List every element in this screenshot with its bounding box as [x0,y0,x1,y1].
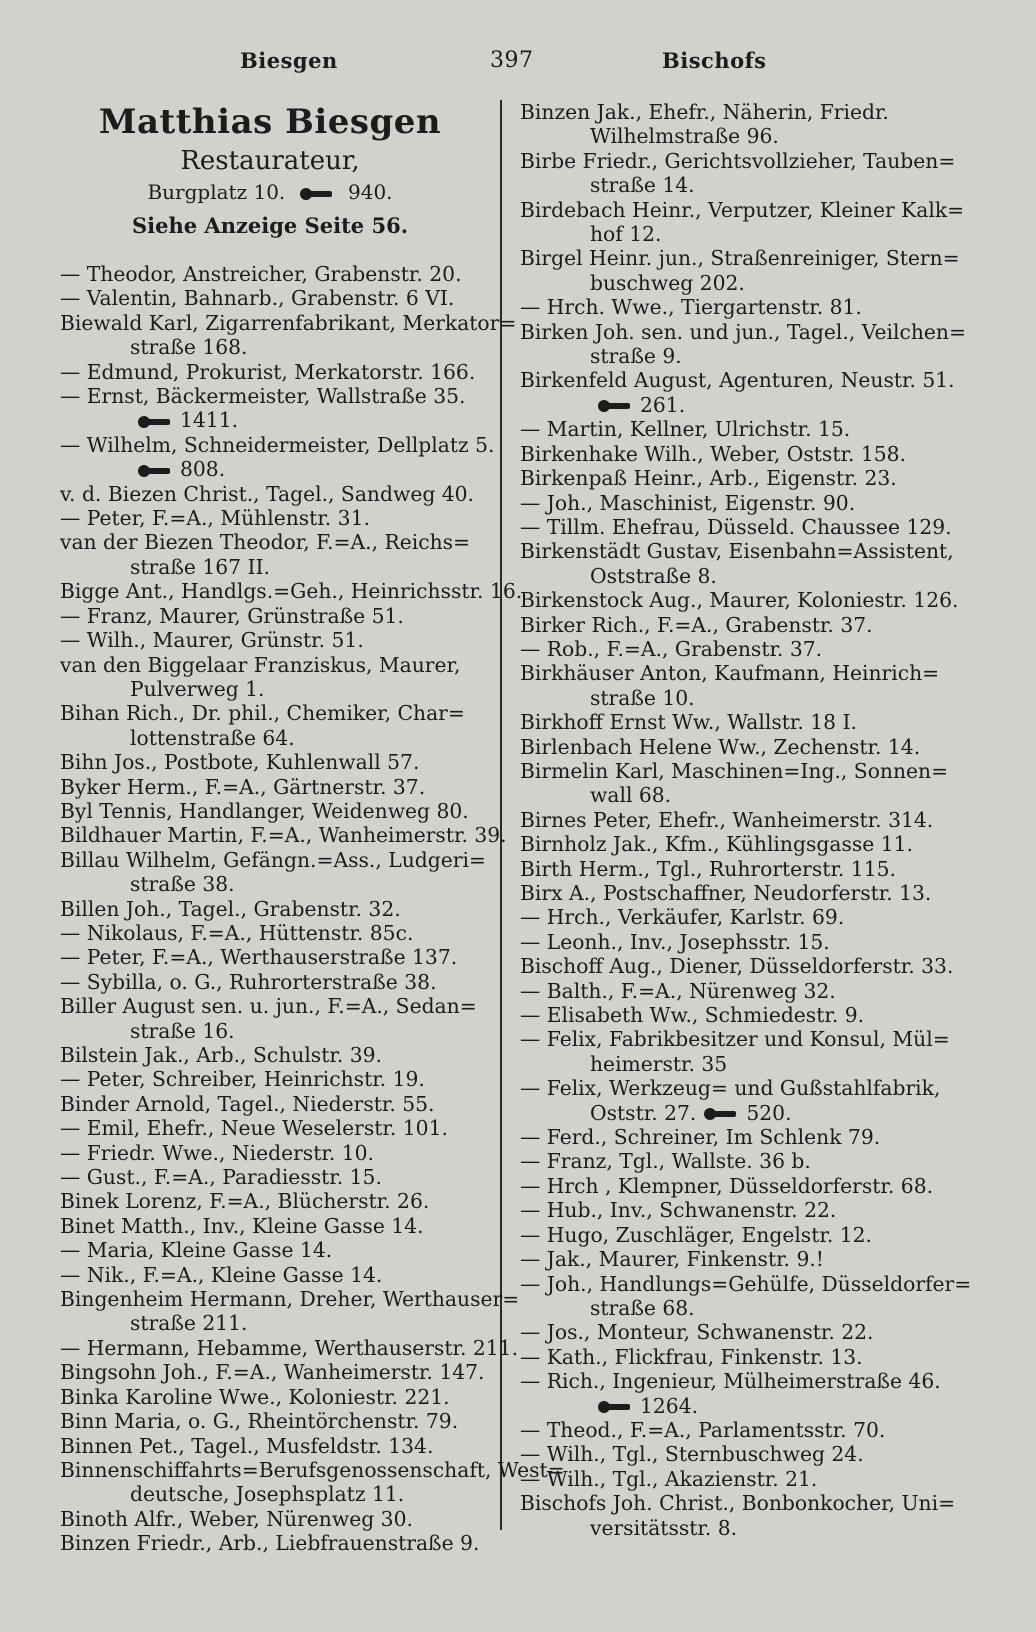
entry-text: Bischofs Joh. Christ., Bonbonkocher, Uni= [520,1491,956,1516]
directory-entry [520,1223,945,1247]
directory-entry [60,775,480,799]
entry-text: — Theodor, Anstreicher, Grabenstr. 20. [60,262,462,286]
entry-text: — Joh., Maschinist, Eigenstr. 90. [520,490,856,515]
entry-text: — Jak., Maurer, Finkenstr. 9.! [520,1247,824,1272]
directory-entry [60,921,480,945]
directory-entry [520,1491,956,1540]
entry-text: Birx A., Postschaffner, Neudorferstr. 13. [520,881,932,905]
entry-text: Birth Herm., Tgl., Ruhrorterstr. 115. [520,856,896,881]
entry-phone-number: 1411. [180,408,239,433]
directory-entry [520,881,945,905]
directory-entry [520,735,945,759]
directory-entry [60,604,480,628]
directory-entry [520,661,945,710]
directory-entry [60,1141,480,1165]
directory-entry [520,1442,945,1466]
directory-entry [520,442,945,466]
entry-text: Binoth Alfr., Weber, Nürenweg 30. [60,1506,413,1531]
entry-text: — Tillm. Ehefrau, Düsseld. Chaussee 129. [520,514,952,539]
entry-text: Birnholz Jak., Kfm., Kühlingsgasse 11. [520,832,913,857]
entry-phone-number: 808. [180,457,226,482]
directory-entry [520,1149,945,1173]
entry-phone-number: 520. [746,1100,792,1125]
page-header [0,48,1036,88]
entry-phone-line [590,393,945,417]
entry-text: — Hrch. Wwe., Tiergartenstr. 81. [520,295,862,320]
entry-continuation: straße 9. [590,344,682,369]
entry-text: — Peter, F.=A., Werthauserstraße 137. [60,945,458,970]
directory-entry [60,360,480,384]
entry-continuation: straße 14. [590,173,695,198]
ad-address-line [60,178,480,206]
directory-entry [520,1418,945,1442]
entry-text: — Rob., F.=A., Grabenstr. 37. [520,636,823,661]
directory-entry [60,1165,480,1189]
entry-text: Binnenschiffahrts=Berufsgenossenschaft, West= [60,1457,565,1482]
entry-phone-number: 1264. [640,1393,699,1418]
right-entry-list [520,100,972,1540]
directory-entry [60,1116,480,1140]
entry-text: — Martin, Kellner, Ulrichstr. 15. [520,417,851,442]
entry-text: Birkenfeld August, Agenturen, Neustr. 51. [520,368,955,393]
directory-entry [520,979,945,1003]
entry-text: Binder Arnold, Tagel., Niederstr. 55. [60,1091,435,1116]
entry-text: — Wilh., Maurer, Grünstr. 51. [60,628,364,653]
entry-text: — Felix, Fabrikbesitzer und Konsul, Mül= [520,1027,950,1052]
directory-entry [60,262,480,286]
entry-text: Birkenstädt Gustav, Eisenbahn=Assistent, [520,539,954,564]
entry-text: Biewald Karl, Zigarrenfabrikant, Merkator= [60,310,517,335]
entry-text: Birdebach Heinr., Verputzer, Kleiner Kalk= [520,197,965,222]
directory-entry [520,1247,945,1271]
entry-text: Billen Joh., Tagel., Grabenstr. 32. [60,896,401,921]
right-column [520,100,972,1540]
entry-text: Birkenpaß Heinr., Arb., Eigenstr. 23. [520,466,897,491]
entry-text: Birlenbach Helene Ww., Zechenstr. 14. [520,734,921,759]
directory-entry [60,701,480,750]
entry-text: Bihan Rich., Dr. phil., Chemiker, Char= [60,701,465,726]
entry-text: — Nikolaus, F.=A., Hüttenstr. 85c. [60,920,414,945]
entry-text: — Hermann, Hebamme, Werthauserstr. 211. [60,1335,519,1360]
directory-entry [60,1189,480,1213]
directory-entry [520,832,945,856]
entry-continuation: Wilhelmstraße 96. [590,124,779,149]
directory-entry [520,319,966,369]
entry-text: Bilstein Jak., Arb., Schulstr. 39. [60,1043,382,1067]
advertisement-box [60,100,480,244]
entry-continuation: heimerstr. 35 [590,1051,728,1076]
entry-text: Bingenheim Hermann, Dreher, Werthauser= [60,1287,520,1312]
directory-entry [520,954,954,979]
directory-entry [520,710,945,734]
entry-text: Byl Tennis, Handlanger, Weidenweg 80. [60,798,469,823]
entry-phone-line [130,408,480,432]
entry-text: — Theod., F.=A., Parlamentsstr. 70. [520,1417,886,1442]
entry-text: Binet Matth., Inv., Kleine Gasse 14. [60,1213,424,1238]
ad-phone: 940. [348,180,393,204]
entry-text: — Rich., Ingenieur, Mülheimerstraße 46. [520,1369,941,1394]
entry-text: Bingsohn Joh., F.=A., Wanheimerstr. 147. [60,1360,485,1385]
directory-entry [60,1457,565,1507]
directory-entry [60,384,480,433]
directory-entry [520,491,945,515]
entry-text: Birker Rich., F.=A., Grabenstr. 37. [520,612,873,637]
directory-entry [60,628,480,652]
entry-text: — Wilh., Tgl., Sternbuschweg 24. [520,1442,864,1467]
telephone-icon [298,187,334,201]
directory-entry [520,1027,950,1076]
directory-entry [520,930,945,954]
directory-entry [60,653,480,702]
directory-entry [60,750,480,774]
ad-profession: Restaurateur, [180,146,360,176]
ad-reference: Siehe Anzeige Seite 56. [131,213,409,238]
entry-text: — Felix, Werkzeug= und Gußstahlfabrik, [520,1076,941,1101]
entry-text: Birgel Heinr. jun., Straßenreiniger, Stern= [520,246,960,271]
entry-continuation: deutsche, Josephsplatz 11. [130,1482,405,1507]
entry-continuation: straße 211. [130,1311,248,1336]
entry-text: Binn Maria, o. G., Rheintörchenstr. 79. [60,1409,459,1434]
directory-entry [520,1467,945,1491]
entry-text: Byker Herm., F.=A., Gärtnerstr. 37. [60,774,426,799]
entry-continuation: versitätsstr. 8. [590,1515,738,1540]
directory-entry [520,368,955,417]
entry-text: — Wilhelm, Schneidermeister, Dellplatz 5. [60,432,495,457]
directory-entry [60,579,523,604]
directory-entry [520,295,945,319]
directory-entry [60,1067,480,1091]
entry-text: Bildhauer Martin, F.=A., Wanheimerstr. 39. [60,823,507,848]
entry-text: — Balth., F.=A., Nürenweg 32. [520,978,836,1003]
directory-entry [60,1385,480,1409]
entry-text: — Friedr. Wwe., Niederstr. 10. [60,1140,374,1165]
directory-entry [520,466,945,490]
directory-entry [520,588,959,613]
entry-text: Bischoff Aug., Diener, Düsseldorferstr. 33. [520,954,954,979]
directory-entry [60,432,495,482]
entry-continuation: Oststraße 8. [590,563,717,588]
directory-entry [520,857,945,881]
ad-name: Matthias Biesgen [98,102,442,142]
telephone-icon [702,1107,738,1121]
entry-continuation: hof 12. [590,222,662,247]
directory-entry [520,905,945,929]
entry-text: Binek Lorenz, F.=A., Blücherstr. 26. [60,1189,430,1214]
entry-phone-line [130,457,480,481]
header-right-keyword: Bischofs [662,48,767,73]
entry-text: — Peter, Schreiber, Heinrichstr. 19. [60,1067,425,1092]
entry-text: — Emil, Ehefr., Neue Weselerstr. 101. [60,1116,448,1141]
entry-text: — Franz, Maurer, Grünstraße 51. [60,603,404,628]
directory-entry [520,1003,945,1027]
entry-text: — Wilh., Tgl., Akazienstr. 21. [520,1466,818,1491]
entry-text: — Hugo, Zuschläger, Engelstr. 12. [520,1222,872,1247]
entry-text: — Peter, F.=A., Mühlenstr. 31. [60,506,370,531]
entry-text: — Valentin, Bahnarb., Grabenstr. 6 VI. [60,286,455,311]
entry-text: — Hrch., Verkäufer, Karlstr. 69. [520,905,845,930]
entry-text: Birkenhake Wilh., Weber, Oststr. 158. [520,441,906,466]
entry-continuation: straße 68. [590,1295,695,1320]
directory-entry [520,1369,945,1418]
directory-entry [60,530,480,579]
entry-text: — Edmund, Prokurist, Merkatorstr. 166. [60,359,476,384]
directory-entry [60,799,480,823]
left-column [60,100,565,1556]
entry-text: — Franz, Tgl., Wallste. 36 b. [520,1149,811,1174]
directory-entry [520,1125,945,1149]
header-left-keyword: Biesgen [240,48,338,73]
directory-entry [520,1076,945,1125]
directory-entry [520,1174,945,1198]
entry-phone-number: 261. [640,392,686,417]
directory-entry [60,1360,485,1385]
entry-text: Binnen Pet., Tagel., Musfeldstr. 134. [60,1433,434,1458]
telephone-icon [596,399,632,413]
directory-entry [60,1434,480,1458]
entry-text: Birkenstock Aug., Maurer, Koloniestr. 126. [520,588,959,613]
telephone-icon [136,464,172,478]
entry-text: — Elisabeth Ww., Schmiedestr. 9. [520,1003,865,1028]
entry-continuation: straße 10. [590,685,695,710]
entry-text: Birkhoff Ernst Ww., Wallstr. 18 I. [520,710,857,735]
telephone-icon [596,1400,632,1414]
directory-entry [520,539,954,588]
directory-entry [520,417,945,441]
directory-entry [60,945,480,969]
entry-text: Biller August sen. u. jun., F.=A., Sedan= [60,994,477,1019]
directory-entry [520,246,960,295]
entry-continuation: lottenstraße 64. [130,725,295,750]
entry-text: — Hub., Inv., Schwanenstr. 22. [520,1198,837,1223]
directory-entry [60,1214,480,1238]
directory-entry [60,1335,519,1360]
directory-entry [60,994,480,1043]
entry-text: Birkhäuser Anton, Kaufmann, Heinrich= [520,661,940,686]
directory-entry [520,808,945,832]
directory-entry [60,1507,480,1531]
entry-text: — Nik., F.=A., Kleine Gasse 14. [60,1262,383,1287]
entry-continuation: straße 167 II. [130,554,270,579]
entry-text: Birken Joh. sen. und jun., Tagel., Veilchen= [520,319,966,344]
entry-text: — Hrch , Klempner, Düsseldorferstr. 68. [520,1173,934,1198]
entry-text: van den Biggelaar Franziskus, Maurer, [60,652,461,677]
directory-entry [60,1263,480,1287]
entry-continuation: straße 16. [130,1018,235,1043]
entry-text: Binzen Jak., Ehefr., Näherin, Friedr. [520,100,889,124]
directory-entry [520,758,949,808]
entry-text: — Gust., F.=A., Paradiesstr. 15. [60,1165,382,1190]
directory-entry [520,148,956,198]
entry-text: — Sybilla, o. G., Ruhrorterstraße 38. [60,969,437,994]
page-number: 397 [490,48,534,73]
entry-text: Birbe Friedr., Gerichtsvollzieher, Tauben= [520,148,956,173]
directory-entry [60,1287,520,1336]
directory-entry [520,100,945,149]
entry-text: — Jos., Monteur, Schwanenstr. 22. [520,1320,874,1345]
directory-entry [60,897,480,921]
directory-entry [520,637,945,661]
entry-continuation: Oststr. 27. 520. [590,1100,792,1125]
directory-entry [520,1271,972,1321]
directory-entry [60,310,517,360]
directory-entry [60,1092,480,1116]
directory-entry [520,613,945,637]
directory-entry [520,1198,945,1222]
entry-text: Billau Wilhelm, Gefängn.=Ass., Ludgeri= [60,847,486,872]
entry-text: Birmelin Karl, Maschinen=Ing., Sonnen= [520,758,949,783]
telephone-icon [136,415,172,429]
entry-text: v. d. Biezen Christ., Tagel., Sandweg 40. [60,481,475,506]
directory-entry [520,197,965,247]
entry-text: — Maria, Kleine Gasse 14. [60,1238,333,1263]
directory-entry [60,1238,480,1262]
entry-text: Birnes Peter, Ehefr., Wanheimerstr. 314. [520,807,934,832]
entry-text: — Joh., Handlungs=Gehülfe, Düsseldorfer= [520,1271,972,1296]
entry-continuation: straße 168. [130,335,248,360]
entry-text: — Kath., Flickfrau, Finkenstr. 13. [520,1344,863,1369]
entry-continuation: wall 68. [590,783,672,808]
directory-entry [520,514,952,539]
entry-text: van der Biezen Theodor, F.=A., Reichs= [60,530,471,555]
directory-entry [60,1043,480,1067]
directory-entry [60,1531,480,1555]
entry-text: Bihn Jos., Postbote, Kuhlenwall 57. [60,750,420,775]
directory-entry [60,847,486,897]
entry-continuation: buschweg 202. [590,270,745,295]
entry-continuation: Pulverweg 1. [130,676,265,701]
directory-entry [520,1320,945,1344]
entry-continuation: straße 38. [130,872,235,897]
left-entry-list [60,262,565,1556]
entry-text: Binzen Friedr., Arb., Liebfrauenstraße 9. [60,1531,480,1556]
entry-text: — Leonh., Inv., Josephsstr. 15. [520,929,830,954]
directory-entry [520,1345,945,1369]
entry-phone-line [590,1394,945,1418]
directory-entry [60,970,480,994]
directory-entry [60,286,480,310]
directory-entry [60,482,480,506]
entry-text: Binka Karoline Wwe., Koloniestr. 221. [60,1384,450,1409]
ad-address: Burgplatz 10. [147,180,286,204]
directory-entry [60,823,507,848]
entry-text: — Ferd., Schreiner, Im Schlenk 79. [520,1125,881,1150]
directory-entry [60,506,480,530]
entry-text: Bigge Ant., Handlgs.=Geh., Heinrichsstr. 16. [60,579,523,604]
entry-text: — Ernst, Bäckermeister, Wallstraße 35. [60,384,466,409]
directory-entry [60,1409,480,1433]
